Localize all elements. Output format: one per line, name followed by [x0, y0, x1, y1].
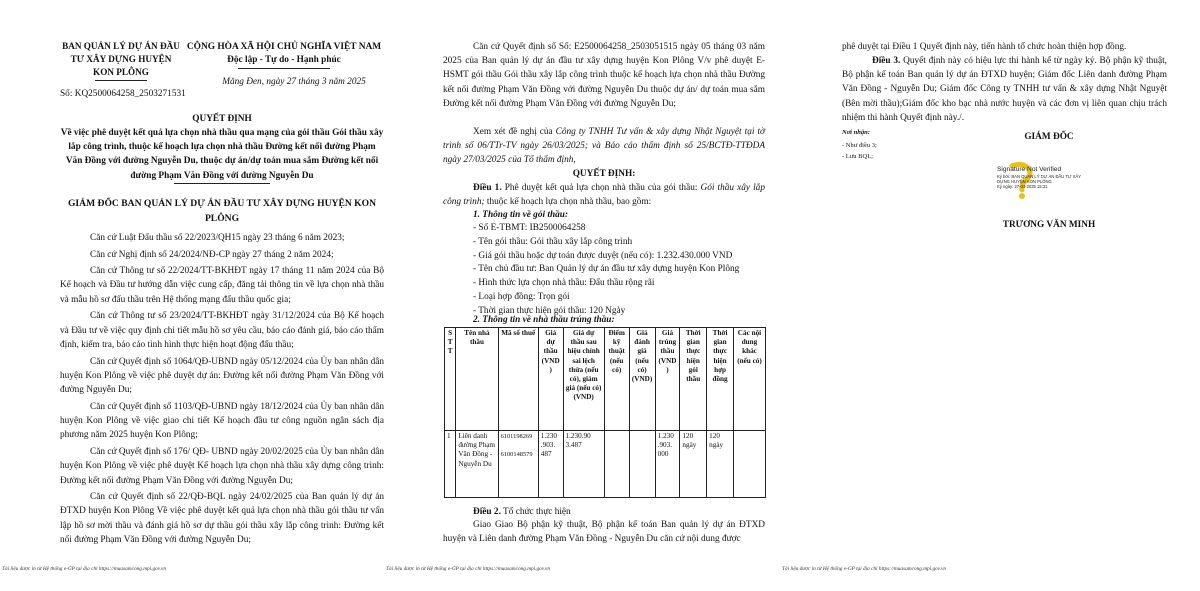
article-2-text: Tổ chức thực hiện: [500, 507, 571, 517]
section-2-title: 2. Thông tin về nhà thầu trúng thầu:: [473, 315, 615, 325]
table-header-cell: Giá đánh giá (nếu có) (VND): [629, 328, 655, 431]
table-header-cell: Giá dự thầu (VND ): [538, 328, 563, 431]
decision-heading: QUYẾT ĐỊNH:: [572, 169, 636, 179]
basis-item: Căn cứ Thông tư số 22/2024/TT-BKHĐT ngày 17 tháng 11 năm 2024 của Bộ Kế hoạch và Đầu tư hướng dẫn việc cung cấp, đăng tải thông tin về lựa chọn nhà thầu và mẫu hồ sơ đấu thầu trên Hệ thống mạng đấu thầu quốc gia;: [60, 266, 384, 305]
table-cell: [733, 431, 765, 498]
basis-item: Căn cứ Quyết định số 1103/QĐ-UBND ngày 18/12/2024 của Ủy ban nhân dân huyện Kon Plông về việc giao chi tiết Kế hoạch đầu tư công nguồn ngân sách địa phương năm 2025 huyện Kon Plông;: [60, 401, 384, 441]
table-cell: 6101198269 6100148579: [498, 431, 538, 498]
package-info: [473, 222, 773, 319]
basis-item: Căn cứ Quyết định số 22/QĐ-BQL ngày 24/02/2025 của Ban quản lý dự án ĐTXD huyện Kon Plông Về việc phê duyệt kết quả lựa chọn nhà thầu gói thầu tư vấn lập hồ sơ mời thầu và đánh giá hồ sơ dự thầu gói thầu xây lắp công trình: Đường kết nối đường Phạm Văn Đồng với đường Nguyễn Du;: [60, 492, 384, 546]
page-1: [0, 0, 400, 591]
table-cell: 120 ngày: [680, 431, 707, 498]
agency-name: BAN QUẢN LÝ DỰ ÁN ĐẦU TƯ XÂY DỰNG HUYỆN KON PLÔNG: [62, 41, 180, 77]
legal-bases: [60, 231, 384, 547]
page-footer: Tài liệu được in từ Hệ thống e-GP tại địa chỉ https://muasamcong.mpi.gov.vn: [782, 566, 947, 572]
basis-continued: Căn cứ Quyết định số Số: E2500064258_2503051515 ngày 05 tháng 03 năm 2025 của Ban quản lý dự án đầu tư xây dựng huyện Kon Plông V/v phê duyệt E-HSMT gói thầu Gói thầu xây lắp công trình thuộc kế hoạch lựa chọn nhà thầu Đường kết nối đường Phạm Văn Đồng với đường Nguyễn Du thuộc dự án/ dự toán mua sắm Đường kết nối đường Phạm Văn Đồng với đường Nguyễn Du;: [443, 42, 765, 109]
package-info-item: - Tên chủ đầu tư: Ban Quản lý dự án đầu tư xây dựng huyện Kon Plông: [473, 264, 740, 275]
article-1: [443, 181, 765, 209]
signature-line: Ký ngày: 27-03-2025 15:31: [997, 184, 1048, 189]
basis-item: Căn cứ Quyết định số 1064/QĐ-UBND ngày 05/12/2024 của Ủy ban nhân dân huyện Kon Plông về việc phê duyệt dự án: Đường kết nối đường Phạm Văn Đồng với đường Nguyễn Du;: [60, 356, 384, 396]
package-info-item: - Thời gian thực hiện gói thầu: 120 Ngày: [473, 305, 626, 316]
sign-title: GIÁM ĐỐC: [1024, 132, 1074, 142]
signature-line: Ký bởi: BAN QUẢN LÝ DỰ ÁN ĐẦU TƯ XÂY: [997, 174, 1082, 179]
agency-rule: [95, 80, 147, 81]
page-footer: Tài liệu được in từ Hệ thống e-GP tại địa chỉ https://muasamcong.mpi.gov.vn: [2, 566, 167, 572]
signature-line: DỰNG HUYỆN KON PLÔNG: [997, 179, 1052, 184]
table-header-row: [445, 328, 766, 431]
recipient-item: - Như điều 3;: [842, 142, 877, 149]
page-3: [782, 0, 1200, 591]
article-3-text: Quyết định này có hiệu lực thi hành kể từ ngày ký. Bộ phận kỹ thuật, Bộ phận kế toán Ban quản lý dự án ĐTXD huyện; Giám đốc Liên danh đường Phạm Văn Đồng - Nguyễn Du; Giám đốc Công ty TNHH tư vấn & xây dựng Nhật Nguyệt (Bên mời thầu);Giám đốc kho bạc nhà nước huyện và các đơn vị liên quan chịu trách nhiệm thi hành Quyết định này./.: [842, 56, 1167, 123]
table-cell: 1: [445, 431, 456, 498]
issuer: GIÁM ĐỐC BAN QUẢN LÝ DỰ ÁN ĐẦU TƯ XÂY DỰNG HUYỆN KON PLÔNG: [67, 198, 377, 224]
recipients-title: Nơi nhận:: [842, 129, 870, 136]
table-header-cell: Mã số thuế: [498, 328, 538, 431]
article-3-label: Điều 3.: [872, 56, 901, 66]
basis-item: Căn cứ Nghị định số 24/2024/NĐ-CP ngày 27 tháng 2 năm 2024;: [90, 249, 334, 260]
table-header-cell: Giá trúng thầu (VND ): [655, 328, 680, 431]
article-1-italic: Gói thầu xây lắp công trình;: [443, 183, 765, 208]
package-info-item: - Số E-TBMT: IB2500064258: [473, 223, 586, 233]
table-cell: 1.230 .903. 487: [538, 431, 563, 498]
package-info-item: - Tên gói thầu: Gói thầu xây lắp công trình: [473, 236, 633, 247]
subject-rule: [174, 183, 270, 184]
signer-name: TRƯƠNG VĂN MINH: [1002, 220, 1096, 230]
place-date: Măng Đen, ngày 27 tháng 3 năm 2025: [222, 77, 366, 87]
recipient-item: - Lưu BQL;: [842, 153, 873, 160]
article-1-text: Phê duyệt kết quả lựa chọn nhà thầu của gói thầu:: [501, 183, 701, 193]
review-prefix: Xem xét đề nghị của: [473, 127, 556, 137]
signature-detail: [997, 174, 1097, 189]
table-cell: [604, 431, 629, 498]
article-2-label: Điều 2.: [473, 507, 501, 517]
page-2: [386, 0, 800, 591]
doc-number: Số: KQ2500064258_2503271531: [60, 89, 186, 99]
package-info-item: - Hình thức lựa chọn nhà thầu: Đấu thầu rộng rãi: [473, 278, 655, 289]
article-3: [842, 54, 1167, 125]
table-header-cell: Điểm kỹ thuật (nếu có): [604, 328, 629, 431]
digital-signature-box: [997, 166, 1097, 189]
review-paragraph: [443, 125, 765, 168]
table-header-cell: Các nội dung khác (nếu có): [733, 328, 765, 431]
page-footer: Tài liệu được in từ Hệ thống e-GP tại địa chỉ https://muasamcong.mpi.gov.vn: [386, 566, 551, 572]
package-info-item: - Giá gói thầu hoặc dự toán được duyệt (nếu có): 1.232.430.000 VND: [473, 250, 733, 261]
winner-table: [444, 327, 766, 498]
signature-status: Signature Not Verified: [997, 166, 1062, 173]
table-cell: 1.230.90 3.487: [563, 431, 604, 498]
doc-subject: Về việc phê duyệt kết quả lựa chọn nhà thầu qua mạng của gói thầu Gói thầu xây lắp công trình, thuộc kế hoạch lựa chọn nhà thầu Đường kết nối đường Phạm Văn Đồng với đường Nguyễn Du, thuộc dự án/dự toán mua sắm Đường kết nối đường Phạm Văn Đồng với đường Nguyễn Du: [60, 128, 384, 181]
package-info-item: - Loại hợp đồng: Trọn gói: [473, 291, 570, 302]
section-1-title: 1. Thông tin về gói thầu:: [473, 210, 569, 220]
table-cell: [629, 431, 655, 498]
table-header-cell: Thời gian thực hiện gói thầu: [680, 328, 707, 431]
basis-item: Căn cứ Luật Đấu thầu số 22/2023/QH15 ngày 23 tháng 6 năm 2023;: [90, 233, 345, 243]
article-1-label: Điều 1.: [473, 183, 502, 193]
table-header-cell: S T T: [445, 328, 456, 431]
approval-continued: phê duyệt tại Điều 1 Quyết định này, tiến hành tổ chức hoàn thiện hợp đồng.: [842, 42, 1127, 52]
table-header-cell: Tên nhà thầu: [456, 328, 498, 431]
doc-type: QUYẾT ĐỊNH: [192, 114, 252, 124]
table-cell: 120 ngày: [707, 431, 734, 498]
article-1-tail: thuộc kế hoạch lựa chọn nhà thầu, bao gồm:: [484, 197, 652, 208]
basis-item: Căn cứ Quyết định số 176/ QĐ- UBND ngày 20/02/2025 của Ủy ban nhân dân huyện Kon Plông về việc phê duyệt Kế hoạch lựa chọn nhà thầu xây dựng công trình: Đường kết nối đường Phạm Văn Đồng với đường Nguyễn Du;: [60, 446, 384, 486]
table-row: [445, 431, 766, 498]
review-italic: Công ty TNHH Tư vấn & xây dựng Nhật Nguyệt tại tờ trình số 06/TTr-TV ngày 26/03/2025; và Báo cáo thẩm định số 25/BCTĐ-TTĐDA ngày 27/03/2025 của Tổ thẩm định,: [443, 127, 765, 166]
recipients-list: [842, 140, 877, 162]
article-2-body: Giao Giao Bộ phận kỹ thuật, Bộ phận kế toán Ban quản lý dự án ĐTXD huyện và Liên danh đường Phạm Văn Đồng - Nguyễn Du căn cứ nội dung được: [443, 520, 765, 545]
table-header-cell: Thời gian thực hiện hợp đồng: [707, 328, 734, 431]
table-cell: Liên danh đường Phạm Văn Đồng - Nguyễn Du: [456, 431, 498, 498]
table-cell: 1.230 .903. 000: [655, 431, 680, 498]
table-header-cell: Giá dự thầu sau hiệu chỉnh sai lệch thừa (nếu có), giảm giá (nếu có) (VND): [563, 328, 604, 431]
nation-motto: Độc lập - Tự do - Hạnh phúc: [227, 55, 341, 65]
motto-rule: [238, 68, 330, 69]
nation-title: CỘNG HÒA XÃ HỘI CHỦ NGHĨA VIỆT NAM: [186, 42, 382, 52]
basis-item: Căn cứ Thông tư số 23/2024/TT-BKHĐT ngày 31/12/2024 của Bộ Kế hoạch và Đầu tư về việc quy định chi tiết mẫu hồ sơ yêu cầu, báo cáo đánh giá, báo cáo thẩm định, kiểm tra, báo cáo tình hình thực hiện hoạt động đấu thầu;: [60, 311, 384, 350]
